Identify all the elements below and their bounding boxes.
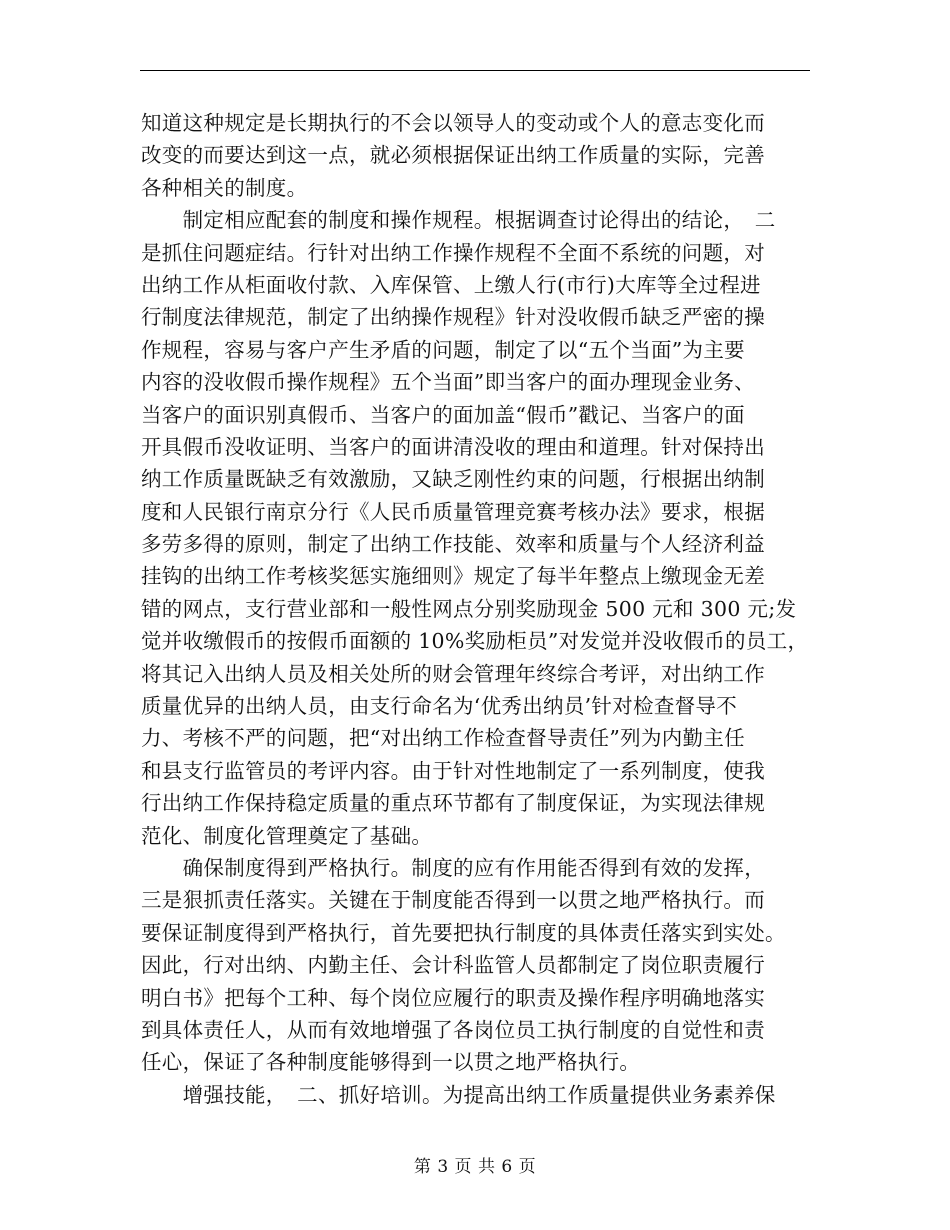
text-line: 当客户的面识别真假币、当客户的面加盖“假币”戳记、当客户的面 xyxy=(141,402,745,427)
text-line: 度和人民银行南京分行《人民币质量管理竞赛考核办法》要求，根据 xyxy=(141,499,765,524)
text-line: 制定相应配套的制度和操作规程。根据调查讨论得出的结论， 二 xyxy=(141,208,776,233)
text-line: 到具体责任人，从而有效地增强了各岗位员工执行制度的自觉性和责 xyxy=(141,1017,765,1042)
text-line: 知道这种规定是长期执行的不会以领导人的变动或个人的意志变化而 xyxy=(141,111,765,135)
body-text xyxy=(141,107,841,1111)
text-line: 觉并收缴假币的按假币面额的 10%奖励柜员”对发觉并没收假币的员工， xyxy=(141,629,809,654)
text-line: 将其记入出纳人员及相关处所的财会管理年终综合考评，对出纳工作 xyxy=(141,661,765,686)
text-line: 增强技能， 二、抓好培训。为提高出纳工作质量提供业务素养保 xyxy=(141,1082,776,1107)
text-line: 行出纳工作保持稳定质量的重点环节都有了制度保证，为实现法律规 xyxy=(141,791,765,816)
text-line: 挂钩的出纳工作考核奖惩实施细则》规定了每半年整点上缴现金无差 xyxy=(141,564,765,589)
text-line: 范化、制度化管理奠定了基础。 xyxy=(141,823,433,848)
text-line: 作规程，容易与客户产生矛盾的问题，制定了以“五个当面”为主要 xyxy=(141,337,745,362)
text-line: 三是狠抓责任落实。关键在于制度能否得到一以贯之地严格执行。而 xyxy=(141,888,765,913)
text-line: 各种相关的制度。 xyxy=(141,175,308,200)
text-line: 行制度法律规范，制定了出纳操作规程》针对没收假币缺乏严密的操 xyxy=(141,305,765,330)
text-line: 多劳多得的原则，制定了出纳工作技能、效率和质量与个人经济利益 xyxy=(141,532,765,557)
header-rule xyxy=(140,70,810,71)
text-line: 因此，行对出纳、内勤主任、会计科监管人员都制定了岗位职责履行 xyxy=(141,953,765,978)
text-line: 开具假币没收证明、当客户的面讲清没收的理由和道理。针对保持出 xyxy=(141,434,765,459)
text-line: 和县支行监管员的考评内容。由于针对性地制定了一系列制度，使我 xyxy=(141,758,765,783)
page-number: 第 3 页 共 6 页 xyxy=(413,1157,537,1177)
text-line: 质量优异的出纳人员，由支行命名为‘优秀出纳员’针对检查督导不 xyxy=(141,694,738,719)
text-line: 明白书》把每个工种、每个岗位应履行的职责及操作程序明确地落实 xyxy=(141,985,765,1010)
text-line: 错的网点，支行营业部和一般性网点分别奖励现金 500 元和 300 元;发 xyxy=(141,596,797,621)
text-line: 内容的没收假币操作规程》五个当面”即当客户的面办理现金业务、 xyxy=(141,370,755,395)
text-line: 是抓住问题症结。行针对出纳工作操作规程不全面不系统的问题，对 xyxy=(141,240,765,265)
text-line: 出纳工作从柜面收付款、入库保管、上缴人行(市行)大库等全过程进 xyxy=(141,272,761,297)
text-line: 力、考核不严的问题，把“对出纳工作检查督导责任”列为内勤主任 xyxy=(141,726,745,751)
text-line: 确保制度得到严格执行。制度的应有作用能否得到有效的发挥， xyxy=(141,855,765,880)
text-line: 要保证制度得到严格执行，首先要把执行制度的具体责任落实到实处。 xyxy=(141,920,786,945)
text-line: 纳工作质量既缺乏有效激励，又缺乏刚性约束的问题，行根据出纳制 xyxy=(141,467,765,492)
text-line: 改变的而要达到这一点，就必须根据保证出纳工作质量的实际，完善 xyxy=(141,143,765,168)
text-line: 任心，保证了各种制度能够得到一以贯之地严格执行。 xyxy=(141,1050,641,1075)
